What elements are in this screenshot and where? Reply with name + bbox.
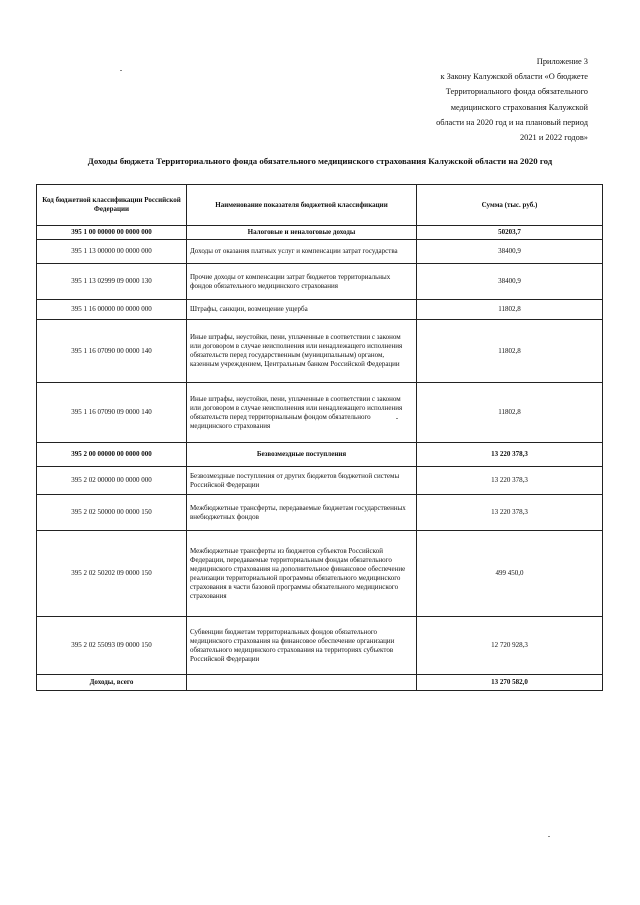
table-row [37,467,603,495]
table-row [37,240,603,264]
row-sum: 38400,9 [417,264,603,300]
row-name: Безвозмездные поступления от других бюджетов бюджетной системы Российской Федерации [187,467,417,495]
row-name: Безвозмездные поступления [187,443,417,467]
row-sum: 11802,8 [417,383,603,443]
table-header-row [37,185,603,226]
row-name: Налоговые и неналоговые доходы [187,226,417,240]
header-name: Наименование показателя бюджетной классификации [187,185,417,226]
row-code: 395 2 00 00000 00 0000 000 [37,443,187,467]
header-code: Код бюджетной классификации Российской Федерации [37,185,187,226]
table-total-row [37,675,603,691]
row-code: 395 2 02 50202 09 0000 150 [37,531,187,617]
row-code: 395 1 13 02999 09 0000 130 [37,264,187,300]
total-sum: 13 270 582,0 [417,675,603,691]
row-code: 395 1 16 00000 00 0000 000 [37,300,187,320]
table-row [37,320,603,383]
appendix-line: Территориального фонда обязательного [445,87,588,97]
row-code: 395 1 16 07090 00 0000 140 [37,320,187,383]
row-sum: 499 450,0 [417,531,603,617]
row-name: Межбюджетные трансферты, передаваемые бюджетам государственных внебюджетных фондов [187,495,417,531]
row-code: 395 2 02 55093 09 0000 150 [37,617,187,675]
appendix-line: медицинского страхования Калужской [450,102,588,112]
table-row [37,531,603,617]
table-row [37,300,603,320]
scan-speck [120,70,122,71]
appendix-line: 2021 и 2022 годов» [519,133,588,143]
row-name: Иные штрафы, неустойки, пени, уплаченные в соответствии с законом или договором в случае неисполнения или ненадлежащего исполнения обязательств перед государственным (муниципальным) органом, казенным учреждением, Центральным банком Российской Федерации [187,320,417,383]
row-code: 395 1 13 00000 00 0000 000 [37,240,187,264]
row-sum: 50203,7 [417,226,603,240]
row-sum: 12 720 928,3 [417,617,603,675]
row-sum: 11802,8 [417,300,603,320]
scan-speck [396,418,398,419]
table-row [37,495,603,531]
row-code: 395 2 02 00000 00 0000 000 [37,467,187,495]
appendix-line: Приложение 3 [536,57,588,66]
row-sum: 38400,9 [417,240,603,264]
total-label: Доходы, всего [37,675,187,691]
header-sum: Сумма (тыс. руб.) [417,185,603,226]
row-name: Иные штрафы, неустойки, пени, уплаченные в соответствии с законом или договором в случае неисполнения или ненадлежащего исполнения обязательств перед территориальным фондом обязательного медицинского страхования [187,383,417,443]
table-row [37,617,603,675]
table-row [37,264,603,300]
scan-speck [548,836,550,837]
row-code: 395 1 00 00000 00 0000 000 [37,226,187,240]
appendix-line: к Закону Калужской области «О бюджете [440,72,588,82]
row-code: 395 1 16 07090 09 0000 140 [37,383,187,443]
row-sum: 13 220 378,3 [417,467,603,495]
appendix-block [348,54,588,145]
row-name: Прочие доходы от компенсации затрат бюджетов территориальных фондов обязательного медицинского страхования [187,264,417,300]
total-empty-cell [187,675,417,691]
table-row [37,443,603,467]
table-row [37,226,603,240]
row-name: Штрафы, санкции, возмещение ущерба [187,300,417,320]
row-sum: 13 220 378,3 [417,443,603,467]
document-title: Доходы бюджета Территориального фонда обязательного медицинского страхования Калужской области на 2020 год [87,156,553,166]
row-name: Субвенции бюджетам территориальных фондов обязательного медицинского страхования на финансовое обеспечение организации обязательного медицинского страхования на территориях субъектов Российской Федерации [187,617,417,675]
row-name: Межбюджетные трансферты из бюджетов субъектов Российской Федерации, передаваемые территориальным фондам обязательного медицинского страхования на дополнительное финансовое обеспечение реализации территориальной программы обязательного медицинского страхования в части базовой программы обязательного медицинского страхования [187,531,417,617]
row-sum: 13 220 378,3 [417,495,603,531]
income-table [36,184,603,691]
appendix-line: области на 2020 год и на плановый период [436,117,588,127]
row-sum: 11802,8 [417,320,603,383]
table-row [37,383,603,443]
row-code: 395 2 02 50000 00 0000 150 [37,495,187,531]
row-name: Доходы от оказания платных услуг и компенсации затрат государства [187,240,417,264]
